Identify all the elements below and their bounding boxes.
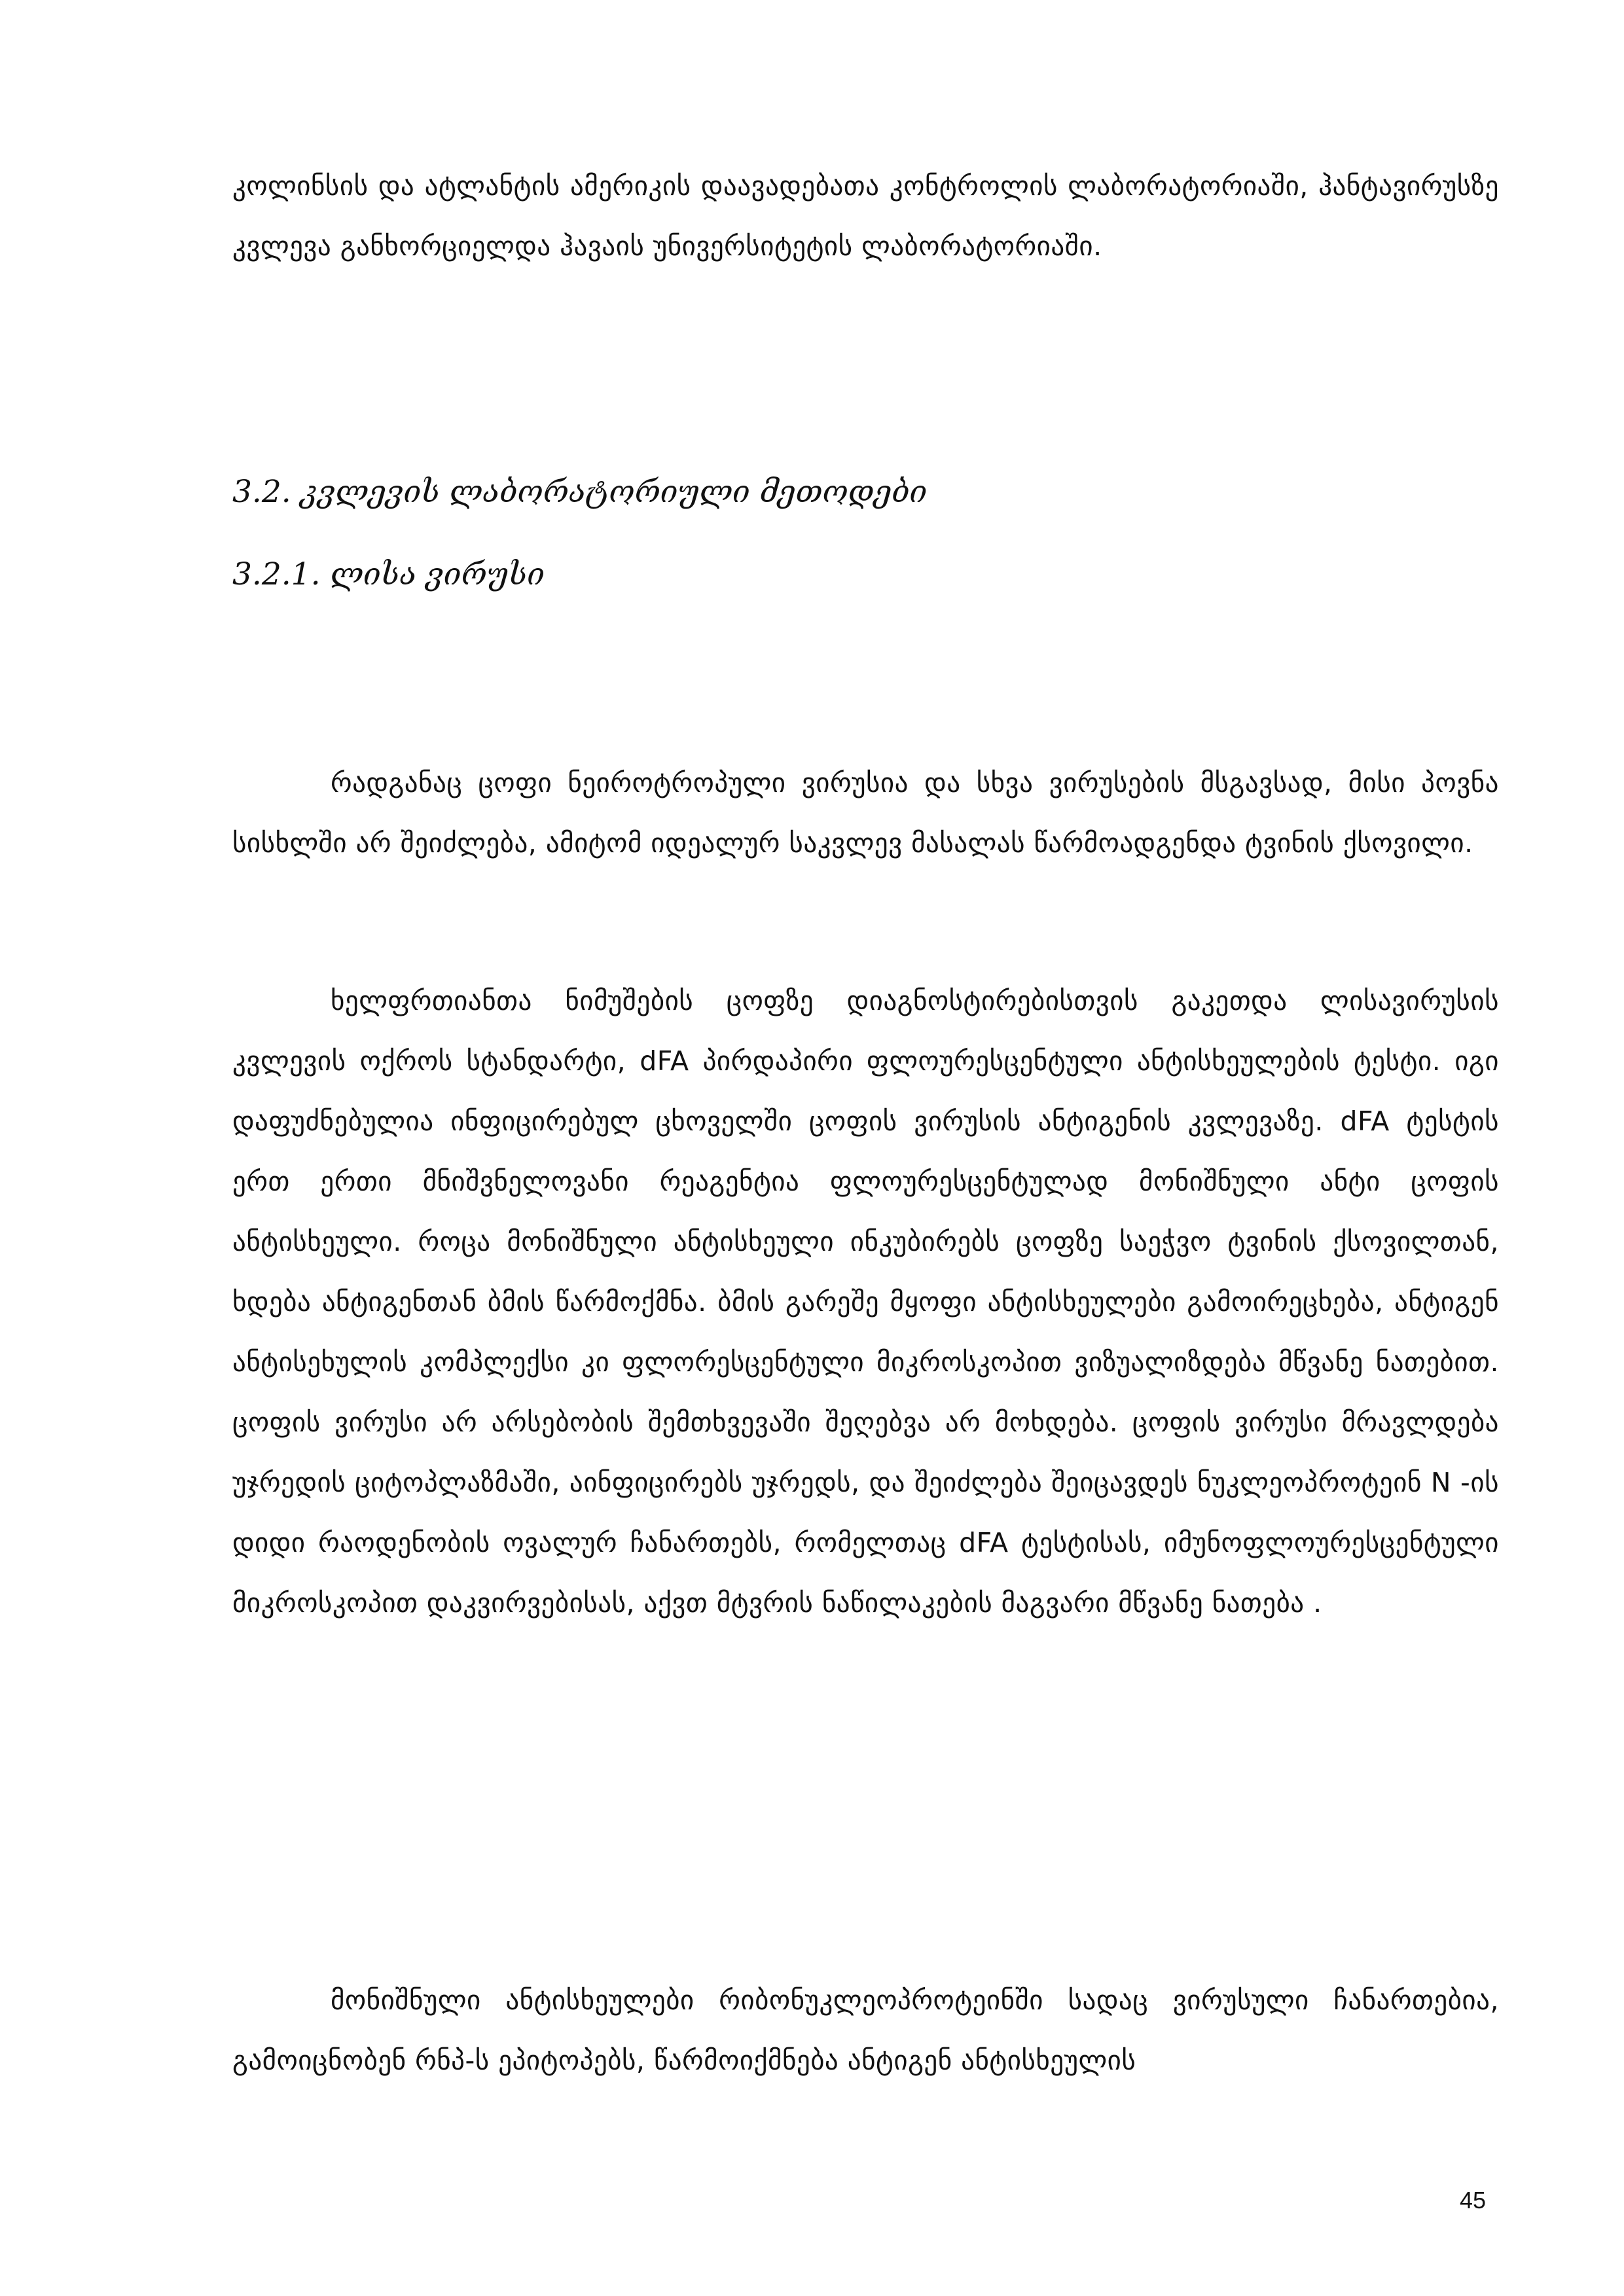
body-paragraph-3: მონიშნული ანტისხეულები რიბონუკლეოპროტეინში სადაც ვირუსული ჩანართებია, გამოიცნობენ რნპ-ს ეპიტოპებს, წარმოიქმნება ანტიგენ ანტისხეულის — [232, 1984, 1499, 2076]
body-paragraph-2: ხელფრთიანთა ნიმუშების ცოფზე დიაგნოსტირებისთვის გაკეთდა ლისავირუსის კვლევის ოქროს სტანდარტი, dFA პირდაპირი ფლოურესცენტული ანტისხეულების ტესტი. იგი დაფუძნებულია ინფიცირებულ ცხოველში ცოფის ვირუსის ანტიგენის კვლევაზე. dFA ტესტის ერთ ერთი მნიშვნელოვანი რეაგენტია ფლოურესცენტულად მონიშნული ანტი ცოფის ანტისხეული. როცა მონიშნული ანტისხეული ინკუბირებს ცოფზე საეჭვო ტვინის ქსოვილთან, ხდება ანტიგენთან ბმის წარმოქმნა. ბმის გარეშე მყოფი ანტისხეულები გამოირეცხება, ანტიგენ ანტისეხულის კომპლექსი კი ფლორესცენტული მიკროსკოპით ვიზუალიზდება მწვანე ნათებით. ცოფის ვირუსი არ არსებობის შემთხვევაში შეღებვა არ მოხდება. ცოფის ვირუსი მრავლდება უჯრედის ციტოპლაზმაში, აინფიცირებს უჯრედს, და შეიძლება შეიცავდეს ნუკლეოპროტეინ N -ის დიდი რაოდენობის ოვალურ ჩანართებს, რომელთაც dFA ტესტისას, იმუნოფლოურესცენტული მიკროსკოპით დაკვირვებისას, აქვთ მტვრის ნაწილაკების მაგვარი მწვანე ნათება . — [232, 985, 1499, 1619]
body-paragraph-1: რადგანაც ცოფი ნეიროტროპული ვირუსია და სხვა ვირუსების მსგავსად, მისი პოვნა სისხლში არ შეიძლება, ამიტომ იდეალურ საკვლევ მასალას წარმოადგენდა ტვინის ქსოვილი. — [232, 767, 1499, 859]
page-number: 45 — [1460, 2187, 1487, 2214]
intro-paragraph: კოლინსის და ატლანტის ამერიკის დაავადებათა კონტროლის ლაბორატორიაში, ჰანტავირუსზე კვლევა განხორციელდა ჰავაის უნივერსიტეტის ლაბორატორიაში. — [232, 170, 1499, 262]
subsection-heading: 3.2.1. ლისა ვირუსი — [232, 556, 545, 592]
section-heading: 3.2. კვლევის ლაბორატორიული მეთოდები — [232, 474, 928, 510]
